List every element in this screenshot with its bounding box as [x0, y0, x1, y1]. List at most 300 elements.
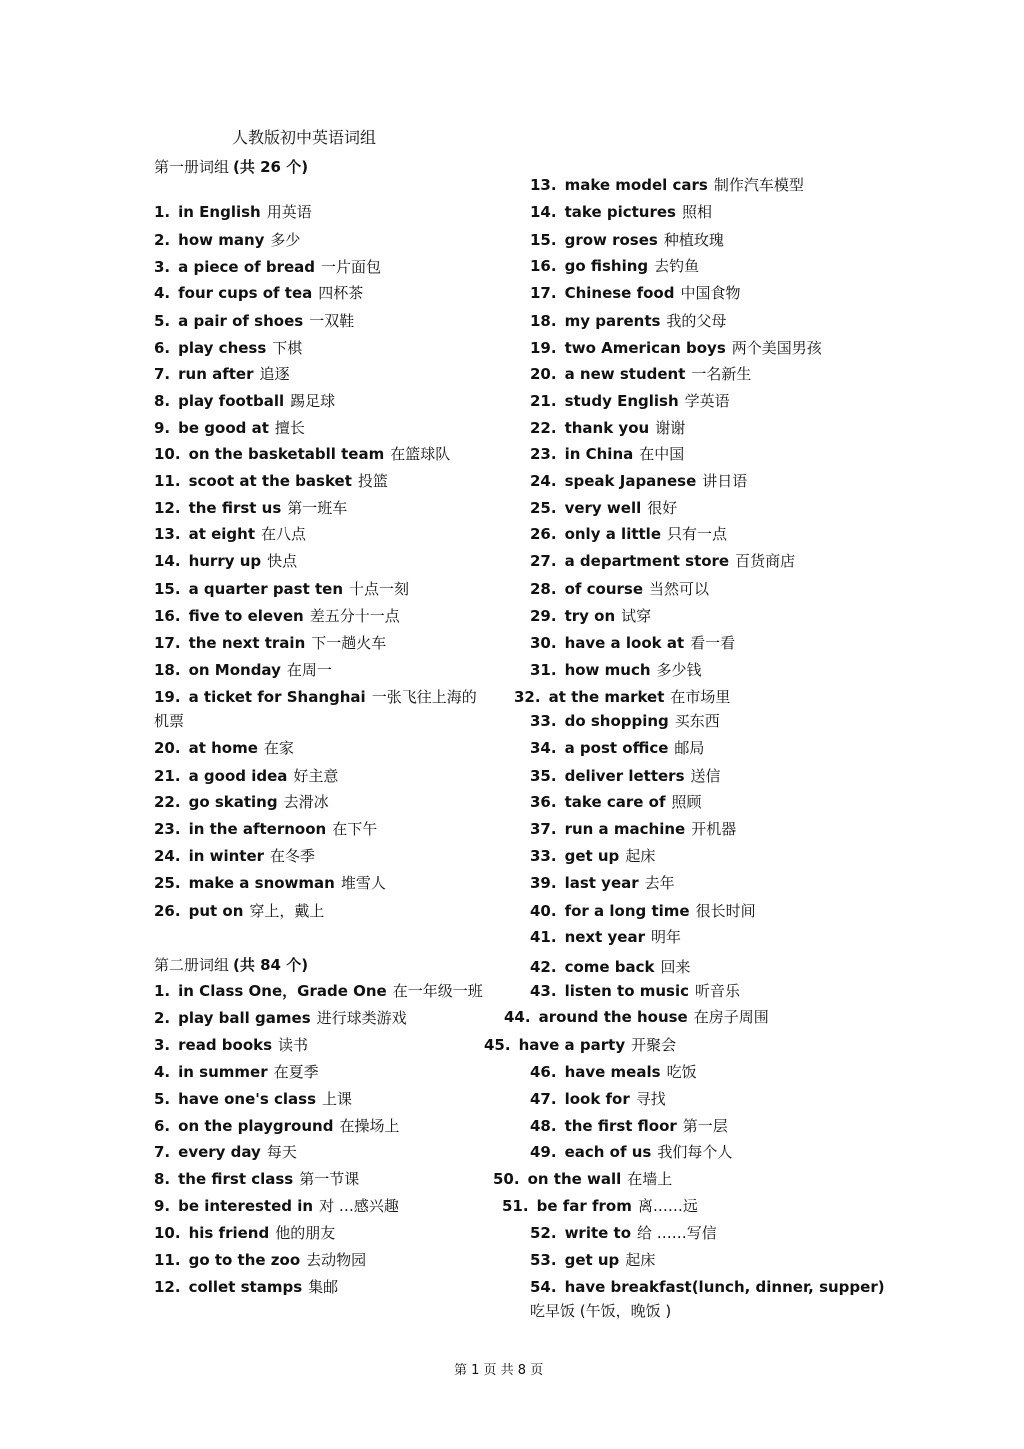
phrase-item: [530, 230, 724, 250]
phrase-item: [154, 579, 409, 599]
chinese-meaning: 在墙上: [627, 1170, 673, 1188]
item-number: 40.: [530, 902, 557, 920]
phrase-item: [530, 660, 702, 680]
english-phrase: grow roses: [564, 231, 658, 249]
chinese-meaning: 第一层: [682, 1117, 728, 1135]
english-phrase: my parents: [564, 312, 661, 330]
chinese-meaning: 在冬季: [270, 847, 316, 865]
item-number: 14.: [154, 552, 181, 570]
chinese-meaning: 进行球类游戏: [316, 1009, 407, 1027]
chinese-meaning: 他的朋友: [275, 1224, 336, 1242]
item-number: 10.: [154, 1224, 181, 1242]
item-number: 21.: [154, 767, 181, 785]
english-phrase: go fishing: [564, 257, 649, 275]
item-number: 29.: [530, 607, 557, 625]
english-phrase: at the market: [548, 688, 665, 706]
english-phrase: take pictures: [564, 203, 676, 221]
phrase-item: [154, 687, 477, 707]
phrase-item: [154, 792, 329, 812]
phrase-item: [530, 1089, 666, 1109]
english-phrase: Chinese food: [564, 284, 675, 302]
english-phrase: on the basketabll team: [188, 445, 385, 463]
phrase-item: [154, 1116, 399, 1136]
phrase-item: [530, 1223, 717, 1243]
english-phrase: how many: [178, 231, 265, 249]
english-phrase: the first us: [188, 499, 282, 517]
item-number: 7.: [154, 365, 171, 383]
english-phrase: study English: [564, 392, 679, 410]
item-number: 4.: [154, 284, 171, 302]
english-phrase: be interested in: [178, 1197, 314, 1215]
item-number: 53.: [530, 1251, 557, 1269]
item-number: 20.: [530, 365, 557, 383]
item-number: 16.: [530, 257, 557, 275]
chinese-meaning: 很长时间: [695, 902, 756, 920]
phrase-item: [154, 364, 290, 384]
chinese-meaning: 读书: [278, 1036, 309, 1054]
phrase-item: [154, 981, 483, 1001]
item-number: 25.: [530, 499, 557, 517]
item-number: 21.: [530, 392, 557, 410]
item-number: 18.: [154, 661, 181, 679]
phrase-item: [154, 471, 388, 491]
english-phrase: play chess: [178, 339, 267, 357]
english-phrase: a ticket for Shanghai: [188, 688, 366, 706]
english-phrase: get up: [564, 847, 620, 865]
english-phrase: the next train: [188, 634, 306, 652]
english-phrase: run after: [178, 365, 254, 383]
chinese-meaning: 去年: [644, 874, 675, 892]
phrase-item: [530, 1301, 671, 1321]
english-phrase: get up: [564, 1251, 620, 1269]
chinese-meaning: 照相: [681, 203, 712, 221]
chinese-meaning: 集邮: [308, 1278, 339, 1296]
chinese-meaning: 种植玫瑰: [663, 231, 724, 249]
english-phrase: have one's class: [178, 1090, 317, 1108]
phrase-item: [154, 711, 184, 731]
chinese-meaning: 学英语: [684, 392, 730, 410]
item-number: 49.: [530, 1143, 557, 1161]
chinese-meaning: 踢足球: [290, 392, 336, 410]
item-number: 19.: [154, 688, 181, 706]
english-phrase: around the house: [538, 1008, 688, 1026]
phrase-item: [154, 606, 400, 626]
chinese-meaning: 好主意: [293, 767, 339, 785]
chinese-meaning: 寻找: [635, 1090, 666, 1108]
chinese-meaning: 第一班车: [287, 499, 348, 517]
item-number: 2.: [154, 231, 171, 249]
english-phrase: play football: [178, 392, 285, 410]
phrase-item: [484, 1035, 676, 1055]
item-number: 37.: [530, 820, 557, 838]
english-phrase: be good at: [178, 419, 269, 437]
chinese-meaning: 开聚会: [631, 1036, 677, 1054]
phrase-item: [154, 311, 354, 331]
english-phrase: next year: [564, 928, 645, 946]
chinese-meaning: 起床: [625, 847, 656, 865]
chinese-meaning: 两个美国男孩: [731, 339, 822, 357]
chinese-meaning: 明年: [650, 928, 681, 946]
phrase-item: [154, 1250, 366, 1270]
section-heading-text: 第一册词组: [154, 158, 230, 176]
item-number: 54.: [530, 1278, 557, 1296]
phrase-item: [502, 1196, 698, 1216]
english-phrase: at eight: [188, 525, 255, 543]
chinese-meaning: 去滑冰: [283, 793, 329, 811]
english-phrase: how much: [564, 661, 651, 679]
english-phrase: hurry up: [188, 552, 262, 570]
chinese-meaning: 在市场里: [670, 688, 731, 706]
item-number: 22.: [154, 793, 181, 811]
english-phrase: a new student: [564, 365, 686, 383]
english-phrase: make model cars: [564, 176, 708, 194]
english-phrase: at home: [188, 739, 258, 757]
chinese-meaning: 去动物园: [306, 1251, 367, 1269]
phrase-item: [154, 1277, 338, 1297]
phrase-item: [154, 524, 306, 544]
english-phrase: in the afternoon: [188, 820, 327, 838]
phrase-item: [154, 819, 377, 839]
item-number: 48.: [530, 1117, 557, 1135]
english-phrase: only a little: [564, 525, 661, 543]
phrase-item: [154, 1196, 399, 1216]
phrase-item: [530, 338, 822, 358]
chinese-meaning: 谢谢: [655, 419, 686, 437]
chinese-meaning: 只有一点: [667, 525, 728, 543]
chinese-meaning: 起床: [625, 1251, 656, 1269]
english-phrase: listen to music: [564, 982, 690, 1000]
phrase-item: [154, 738, 294, 758]
item-number: 8.: [154, 392, 171, 410]
english-phrase: read books: [178, 1036, 273, 1054]
chinese-meaning: 试穿: [621, 607, 652, 625]
item-number: 15.: [530, 231, 557, 249]
english-phrase: have breakfast(lunch, dinner, supper): [564, 1278, 885, 1296]
item-number: 34.: [530, 739, 557, 757]
english-phrase: speak Japanese: [564, 472, 697, 490]
chinese-meaning: 讲日语: [702, 472, 748, 490]
chinese-meaning: 上课: [322, 1090, 353, 1108]
item-number: 18.: [530, 312, 557, 330]
chinese-meaning: 差五分十一点: [309, 607, 400, 625]
phrase-item: [154, 846, 315, 866]
item-number: 43.: [530, 982, 557, 1000]
phrase-item: [530, 633, 735, 653]
phrase-item: [530, 606, 651, 626]
english-phrase: deliver letters: [564, 767, 685, 785]
item-number: 19.: [530, 339, 557, 357]
english-phrase: a pair of shoes: [178, 312, 304, 330]
chinese-meaning: 四杯茶: [318, 284, 364, 302]
chinese-meaning: 去钓鱼: [654, 257, 700, 275]
phrase-item: [154, 766, 338, 786]
chinese-meaning: 穿上，戴上: [249, 902, 325, 920]
phrase-item: [154, 230, 300, 250]
section-heading-book2: [154, 955, 308, 975]
english-phrase: take care of: [564, 793, 666, 811]
english-phrase: in summer: [178, 1063, 268, 1081]
chinese-meaning: 机票: [154, 712, 185, 730]
phrase-item: [530, 1116, 728, 1136]
phrase-item: [530, 846, 655, 866]
english-phrase: scoot at the basket: [188, 472, 352, 490]
phrase-item: [514, 687, 730, 707]
phrase-item: [530, 175, 804, 195]
english-phrase: of course: [564, 580, 644, 598]
item-number: 23.: [530, 445, 557, 463]
phrase-item: [530, 738, 704, 758]
phrase-item: [154, 551, 297, 571]
item-number: 4.: [154, 1063, 171, 1081]
english-phrase: come back: [564, 958, 655, 976]
phrase-item: [154, 1223, 335, 1243]
item-number: 41.: [530, 928, 557, 946]
phrase-item: [530, 981, 740, 1001]
chinese-meaning: 百货商店: [735, 552, 796, 570]
chinese-meaning: 买东西: [674, 712, 720, 730]
english-phrase: the first floor: [564, 1117, 677, 1135]
phrase-item: [154, 418, 305, 438]
english-phrase: have a look at: [564, 634, 685, 652]
phrase-item: [530, 471, 747, 491]
chinese-meaning: 十点一刻: [349, 580, 410, 598]
item-number: 31.: [530, 661, 557, 679]
phrase-item: [530, 524, 727, 544]
english-phrase: put on: [188, 902, 244, 920]
item-number: 45.: [484, 1036, 511, 1054]
item-number: 23.: [154, 820, 181, 838]
section-heading-text: 第二册词组: [154, 956, 230, 974]
item-number: 52.: [530, 1224, 557, 1242]
item-number: 5.: [154, 312, 171, 330]
chinese-meaning: 开机器: [691, 820, 737, 838]
phrase-item: [154, 257, 381, 277]
chinese-meaning: 每天: [266, 1143, 297, 1161]
item-number: 7.: [154, 1143, 171, 1161]
item-number: 42.: [530, 958, 557, 976]
chinese-meaning: 擅长: [274, 419, 305, 437]
item-number: 16.: [154, 607, 181, 625]
chinese-meaning: 投篮: [357, 472, 388, 490]
page-title: 人教版初中英语词组: [232, 128, 377, 147]
phrase-item: [530, 1062, 697, 1082]
english-phrase: very well: [564, 499, 642, 517]
chinese-meaning: 下一趟火车: [311, 634, 387, 652]
phrase-item: [154, 873, 386, 893]
item-number: 33.: [530, 712, 557, 730]
english-phrase: thank you: [564, 419, 650, 437]
phrase-item: [530, 901, 756, 921]
english-phrase: have meals: [564, 1063, 661, 1081]
item-number: 36.: [530, 793, 557, 811]
phrase-item: [154, 660, 332, 680]
english-phrase: on Monday: [188, 661, 281, 679]
item-number: 5.: [154, 1090, 171, 1108]
phrase-item: [530, 873, 675, 893]
item-number: 13.: [530, 176, 557, 194]
english-phrase: run a machine: [564, 820, 686, 838]
phrase-item: [530, 1250, 655, 1270]
phrase-item: [154, 498, 347, 518]
chinese-meaning: 在夏季: [273, 1063, 319, 1081]
phrase-item: [154, 444, 450, 464]
chinese-meaning: 当然可以: [649, 580, 710, 598]
item-number: 39.: [530, 874, 557, 892]
chinese-meaning: 在家: [263, 739, 294, 757]
english-phrase: in Class One，Grade One: [178, 982, 387, 1000]
chinese-meaning: 在周一: [286, 661, 332, 679]
phrase-item: [154, 1008, 407, 1028]
chinese-meaning: 回来: [660, 958, 691, 976]
english-phrase: look for: [564, 1090, 630, 1108]
phrase-item: [530, 364, 751, 384]
english-phrase: do shopping: [564, 712, 669, 730]
phrase-item: [530, 283, 740, 303]
chinese-meaning: 在篮球队: [390, 445, 451, 463]
item-number: 32.: [514, 688, 541, 706]
item-number: 12.: [154, 1278, 181, 1296]
item-number: 15.: [154, 580, 181, 598]
phrase-item: [530, 927, 681, 947]
english-phrase: his friend: [188, 1224, 270, 1242]
item-number: 6.: [154, 339, 171, 357]
phrase-item: [530, 711, 720, 731]
item-number: 1.: [154, 203, 171, 221]
chinese-meaning: 一双鞋: [309, 312, 355, 330]
chinese-meaning: 在下午: [332, 820, 378, 838]
phrase-item: [154, 283, 363, 303]
chinese-meaning: 吃饭: [666, 1063, 697, 1081]
item-number: 50.: [493, 1170, 520, 1188]
phrase-item: [154, 1035, 308, 1055]
item-number: 24.: [154, 847, 181, 865]
phrase-item: [493, 1169, 672, 1189]
chinese-meaning: 送信: [690, 767, 721, 785]
chinese-meaning: 在中国: [639, 445, 685, 463]
phrase-item: [530, 202, 712, 222]
item-number: 30.: [530, 634, 557, 652]
phrase-item: [530, 766, 721, 786]
item-number: 14.: [530, 203, 557, 221]
item-number: 20.: [154, 739, 181, 757]
phrase-item: [530, 498, 677, 518]
item-number: 3.: [154, 258, 171, 276]
phrase-item: [154, 1089, 352, 1109]
chinese-meaning: 一名新生: [691, 365, 752, 383]
phrase-item: [154, 338, 302, 358]
chinese-meaning: 第一节课: [299, 1170, 360, 1188]
chinese-meaning: 在房子周围: [693, 1008, 769, 1026]
english-phrase: five to eleven: [188, 607, 304, 625]
english-phrase: play ball games: [178, 1009, 311, 1027]
phrase-item: [154, 901, 324, 921]
chinese-meaning: 给 ……写信: [637, 1224, 717, 1242]
phrase-item: [154, 1062, 319, 1082]
english-phrase: in winter: [188, 847, 265, 865]
chinese-meaning: 离……远: [637, 1197, 698, 1215]
chinese-meaning: 多少钱: [656, 661, 702, 679]
english-phrase: try on: [564, 607, 616, 625]
english-phrase: on the wall: [527, 1170, 622, 1188]
item-number: 9.: [154, 419, 171, 437]
item-number: 26.: [154, 902, 181, 920]
chinese-meaning: 追逐: [259, 365, 290, 383]
item-number: 3.: [154, 1036, 171, 1054]
item-number: 9.: [154, 1197, 171, 1215]
english-phrase: go to the zoo: [188, 1251, 301, 1269]
item-number: 51.: [502, 1197, 529, 1215]
item-number: 10.: [154, 445, 181, 463]
item-number: 8.: [154, 1170, 171, 1188]
english-phrase: a department store: [564, 552, 730, 570]
chinese-meaning: 看一看: [690, 634, 736, 652]
phrase-item: [530, 1277, 885, 1297]
english-phrase: last year: [564, 874, 639, 892]
english-phrase: in China: [564, 445, 634, 463]
english-phrase: a piece of bread: [178, 258, 316, 276]
chinese-meaning: 下棋: [272, 339, 303, 357]
phrase-item: [530, 579, 709, 599]
section-heading-book1: [154, 157, 308, 177]
phrase-item: [154, 1169, 359, 1189]
section-count: (共 26 个): [233, 158, 309, 176]
chinese-meaning: 中国食物: [680, 284, 741, 302]
english-phrase: for a long time: [564, 902, 690, 920]
item-number: 2.: [154, 1009, 171, 1027]
phrase-item: [154, 391, 335, 411]
phrase-item: [530, 792, 702, 812]
chinese-meaning: 制作汽车模型: [713, 176, 804, 194]
english-phrase: a good idea: [188, 767, 288, 785]
item-number: 12.: [154, 499, 181, 517]
item-number: 27.: [530, 552, 557, 570]
english-phrase: collet stamps: [188, 1278, 303, 1296]
phrase-item: [530, 1142, 732, 1162]
item-number: 6.: [154, 1117, 171, 1135]
item-number: 33.: [530, 847, 557, 865]
english-phrase: each of us: [564, 1143, 652, 1161]
chinese-meaning: 在一年级一班: [392, 982, 483, 1000]
chinese-meaning: 吃早饭 (午饭，晚饭 ): [530, 1302, 672, 1320]
phrase-item: [154, 633, 386, 653]
english-phrase: a quarter past ten: [188, 580, 344, 598]
english-phrase: two American boys: [564, 339, 726, 357]
item-number: 25.: [154, 874, 181, 892]
item-number: 35.: [530, 767, 557, 785]
phrase-item: [530, 418, 685, 438]
item-number: 17.: [530, 284, 557, 302]
english-phrase: in English: [178, 203, 261, 221]
chinese-meaning: 对 …感兴趣: [319, 1197, 399, 1215]
chinese-meaning: 很好: [647, 499, 678, 517]
item-number: 13.: [154, 525, 181, 543]
chinese-meaning: 堆雪人: [340, 874, 386, 892]
english-phrase: have a party: [518, 1036, 626, 1054]
phrase-item: [504, 1007, 769, 1027]
chinese-meaning: 一张飞往上海的: [371, 688, 477, 706]
chinese-meaning: 听音乐: [695, 982, 741, 1000]
chinese-meaning: 我的父母: [666, 312, 727, 330]
chinese-meaning: 在操场上: [339, 1117, 400, 1135]
item-number: 11.: [154, 1251, 181, 1269]
phrase-item: [154, 1142, 297, 1162]
phrase-item: [154, 202, 312, 222]
phrase-item: [530, 444, 684, 464]
phrase-item: [530, 957, 691, 977]
english-phrase: every day: [178, 1143, 261, 1161]
phrase-item: [530, 256, 699, 276]
english-phrase: a post office: [564, 739, 669, 757]
